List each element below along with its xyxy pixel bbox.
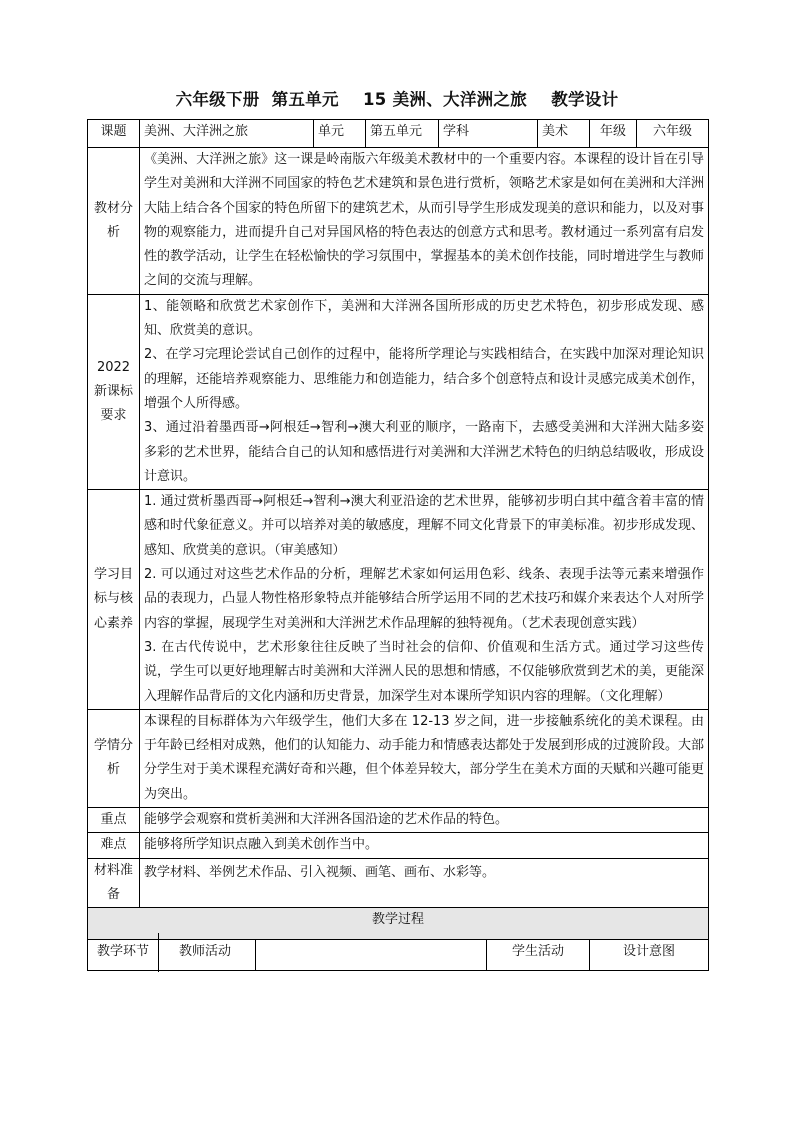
key-point-row: [88, 808, 709, 833]
difficulty-row: [88, 833, 709, 858]
column-header: [88, 940, 256, 971]
grade-value: 六年级: [637, 120, 709, 148]
column-header-teacher: 教师活动: [178, 944, 231, 960]
difficulty-label: 难点: [88, 833, 140, 858]
process-columns-row: [88, 940, 709, 971]
standards-row: [88, 294, 709, 489]
unit-label: 单元: [314, 120, 366, 148]
column-header-student: 学生活动: [487, 940, 590, 971]
learners-cell: [140, 709, 709, 807]
goals-item: 1. 通过赏析墨西哥→阿根廷→智利→澳大利亚沿途的艺术世界，能够初步明白其中蕴含着丰富的情感和时代象征意义。并可以培养对美的敏感度，理解不同文化背景下的审美标准。初步形成发现、感知、欣赏美的意识。（审美感知）: [144, 494, 705, 558]
standards-item: 2、在学习完理论尝试自己创作的过程中，能将所学理论与实践相结合，在实践中加深对理论知识的理解，还能培养观察能力、思维能力和创造能力，结合多个创意特点和设计灵感完成美术创作，增强个人所得感。: [144, 347, 705, 411]
material-text: 《美洲、大洋洲之旅》这一课是岭南版六年级美术教材中的一个重要内容。本课程的设计旨在引导学生对美洲和大洋洲不同国家的特色艺术建筑和景色进行赏析，领略艺术家是如何在美洲和大洋洲大陆上结合各个国家的特色所留下的建筑艺术，从而引导学生形成发现美的意识和能力，以及对事物的观察能力，进而提升自己对异国风格的特色表达的创意方式和思考。教材通过一系列富有启发性的教学活动，让学生在轻松愉快的学习氛围中，掌握基本的美术创作技能，同时增进学生与教师之间的交流与理解。: [144, 152, 705, 289]
subject-label: 学科: [439, 120, 538, 148]
prep-label: 材料准备: [88, 858, 140, 908]
process-title-row: [88, 908, 709, 940]
standards-item: 3、通过沿着墨西哥→阿根廷→智利→澳大利亚的顺序，一路南下，去感受美洲和大洋洲大陆多姿多彩的艺术世界，能结合自己的认知和感悟进行对美洲和大洋洲艺术特色的归纳总结吸收，形成设计意识。: [144, 420, 705, 484]
material-cell: [140, 148, 709, 295]
unit-value: 第五单元: [366, 120, 439, 148]
course-label: 课题: [88, 120, 140, 148]
key-point-label: 重点: [88, 808, 140, 833]
lesson-plan-table: [87, 119, 709, 971]
goals-cell: [140, 490, 709, 710]
standards-label: 2022新课标要求: [88, 294, 140, 489]
learners-text: 本课程的目标群体为六年级学生，他们大多在 12-13 岁之间，进一步接触系统化的美术课程。由于年龄已经相对成熟，他们的认知能力、动手能力和情感表达都处于发展到形成的过渡阶段。大部分学生对于美术课程充满好奇和兴趣，但个体差异较大，部分学生在美术方面的天赋和兴趣可能更为突出。: [144, 713, 705, 802]
subject-value: 美术: [538, 120, 590, 148]
key-point-text: 能够学会观察和赏析美洲和大洋洲各国沿途的艺术作品的特色。: [140, 808, 709, 833]
learners-label: 学情分析: [88, 709, 140, 807]
goals-item: 3. 在古代传说中，艺术形象往往反映了当时社会的信仰、价值观和生活方式。通过学习这些传说，学生可以更好地理解古时美洲和大洋洲人民的思想和情感，不仅能够欣赏到艺术的美，更能深入理解作品背后的文化内涵和历史背景，加深学生对本课所学知识内容的理解。（文化理解）: [144, 639, 705, 704]
process-title: 教学过程: [88, 908, 709, 940]
difficulty-text: 能够将所学知识点融入到美术创作当中。: [140, 833, 709, 858]
standards-item: 1、能领略和欣赏艺术家创作下，美洲和大洋洲各国所形成的历史艺术特色，初步形成发现、感知、欣赏美的意识。: [144, 298, 705, 339]
learners-row: [88, 709, 709, 807]
goals-row: [88, 490, 709, 710]
goals-label: 学习目标与核心素养: [88, 490, 140, 710]
material-row: [88, 148, 709, 295]
standards-cell: [140, 294, 709, 489]
prep-row: [88, 858, 709, 908]
grade-label: 年级: [590, 120, 637, 148]
column-header-intent: 设计意图: [590, 940, 709, 971]
material-label: 教材分析: [88, 148, 140, 295]
page-title: 六年级下册 第五单元 15 美洲、大洋洲之旅 教学设计: [175, 90, 619, 109]
prep-text: 教学材料、举例艺术作品、引入视频、画笔、画布、水彩等。: [140, 858, 709, 908]
column-header-stage: 教学环节: [88, 933, 159, 971]
course-value: 美洲、大洋洲之旅: [140, 120, 314, 148]
header-row: [88, 120, 709, 148]
goals-item: 2. 可以通过对这些艺术作品的分析，理解艺术家如何运用色彩、线条、表现手法等元素来增强作品的表现力，凸显人物性格形象特点并能够结合所学运用不同的艺术技巧和媒介来表达个人对所学内容的掌握，展现学生对美洲和大洋洲艺术作品理解的独特视角。（艺术表现创意实践）: [144, 567, 705, 631]
column-header-teacher-extension: [256, 940, 487, 971]
